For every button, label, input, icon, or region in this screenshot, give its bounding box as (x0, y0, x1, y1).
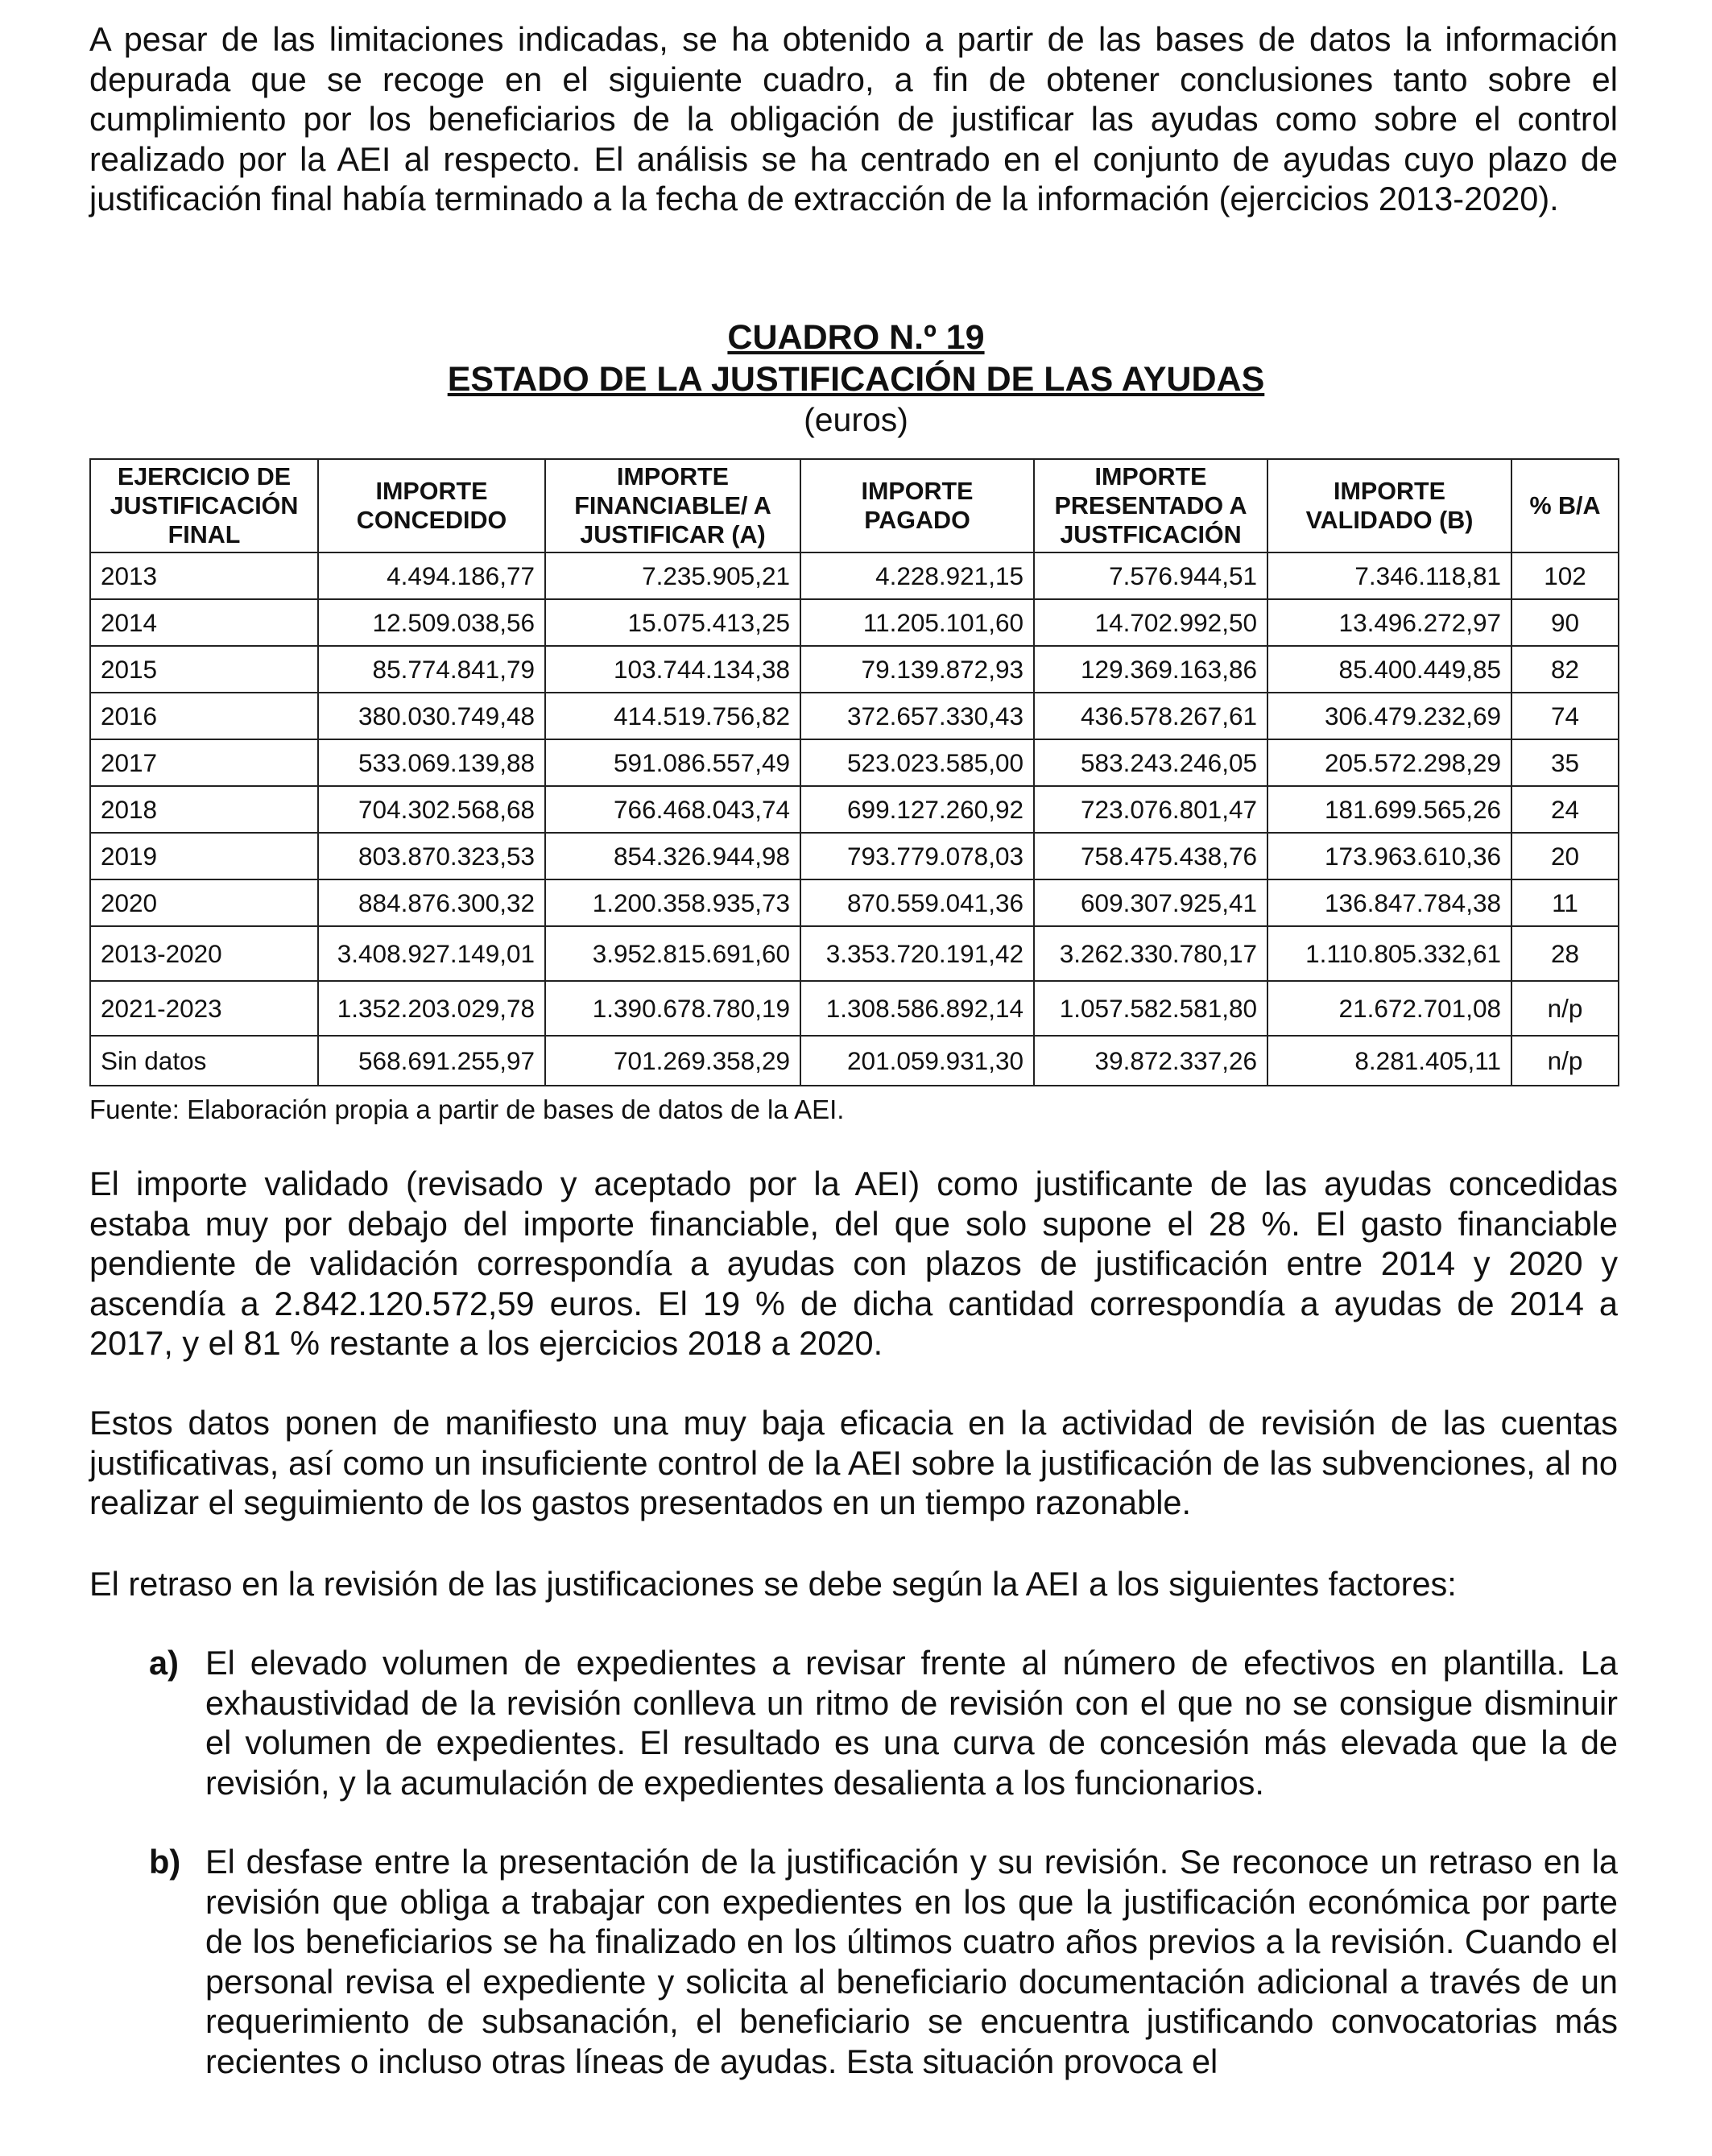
cell-pagado: 523.023.585,00 (800, 739, 1034, 786)
cell-concedido: 704.302.568,68 (318, 786, 545, 833)
table-number: CUADRO N.º 19 (727, 318, 985, 357)
cell-year: 2015 (90, 646, 318, 693)
cell-concedido: 884.876.300,32 (318, 879, 545, 926)
table-row (90, 739, 1619, 786)
cell-validado: 1.110.805.332,61 (1267, 926, 1511, 981)
header-financiable: IMPORTE FINANCIABLE/ A JUSTIFICAR (A) (545, 459, 800, 552)
intro-paragraph: A pesar de las limitaciones indicadas, se ha obtenido a partir de las bases de datos la información depurada que se recoge en el siguiente cuadro, a fin de obtener conclusiones tanto sobre el cumplimiento por los beneficiarios de la obligación de justificar las ayudas como sobre el control realizado por la AEI al respecto. El análisis se ha centrado en el conjunto de ayudas cuyo plazo de justificación final había terminado a la fecha de extracción de la información (ejercicios 2013-2020). (89, 20, 1618, 217)
cell-year: 2018 (90, 786, 318, 833)
cell-year: 2019 (90, 833, 318, 879)
list-item-text: El elevado volumen de expedientes a revisar frente al número de efectivos en plantilla. La exhaustividad de la revisión conlleva un ritmo de revisión con el que no se consigue disminuir el volumen de expedientes. El resultado es una curva de concesión más elevada que la de revisión, y la acumulación de expedientes desalienta a los funcionarios. (205, 1644, 1618, 1802)
cell-presentado: 129.369.163,86 (1034, 646, 1267, 693)
cell-presentado: 609.307.925,41 (1034, 879, 1267, 926)
table-row (90, 879, 1619, 926)
cell-pagado: 3.353.720.191,42 (800, 926, 1034, 981)
cell-porcentaje: 90 (1511, 599, 1619, 646)
cell-concedido: 3.408.927.149,01 (318, 926, 545, 981)
table-row-total (90, 926, 1619, 981)
header-pagado: IMPORTE PAGADO (800, 459, 1034, 552)
cell-financiable: 7.235.905,21 (545, 552, 800, 599)
list-item-text: El desfase entre la presentación de la justificación y su revisión. Se reconoce un retraso en la revisión que obliga a trabajar con expedientes en los que la justificación económica por parte de los beneficiarios se ha finalizado en los últimos cuatro años previos a la revisión. Cuando el personal revisa el expediente y solicita al beneficiario documentación adicional a través de un requerimiento de subsanación, el beneficiario se encuentra justificando convocatorias más recientes o incluso otras líneas de ayudas. Esta situación provoca el (205, 1843, 1618, 2080)
cell-porcentaje: 28 (1511, 926, 1619, 981)
cell-pagado: 79.139.872,93 (800, 646, 1034, 693)
cell-financiable: 701.269.358,29 (545, 1036, 800, 1086)
cell-pagado: 4.228.921,15 (800, 552, 1034, 599)
header-concedido: IMPORTE CONCEDIDO (318, 459, 545, 552)
cell-presentado: 39.872.337,26 (1034, 1036, 1267, 1086)
table-unit: (euros) (804, 401, 908, 438)
cell-pagado: 372.657.330,43 (800, 693, 1034, 739)
cell-validado: 85.400.449,85 (1267, 646, 1511, 693)
cell-financiable: 854.326.944,98 (545, 833, 800, 879)
cell-porcentaje: 20 (1511, 833, 1619, 879)
cell-porcentaje: n/p (1511, 981, 1619, 1036)
table-row (90, 833, 1619, 879)
cell-validado: 7.346.118,81 (1267, 552, 1511, 599)
table-row (90, 599, 1619, 646)
justification-table (89, 458, 1619, 1086)
cell-presentado: 3.262.330.780,17 (1034, 926, 1267, 981)
cell-financiable: 3.952.815.691,60 (545, 926, 800, 981)
table-row (90, 786, 1619, 833)
table-row (90, 981, 1619, 1036)
cell-concedido: 85.774.841,79 (318, 646, 545, 693)
cell-concedido: 4.494.186,77 (318, 552, 545, 599)
cell-financiable: 414.519.756,82 (545, 693, 800, 739)
list-marker: b) (149, 1843, 181, 1881)
table-header-row (90, 459, 1619, 552)
header-validado: IMPORTE VALIDADO (B) (1267, 459, 1511, 552)
cell-pagado: 201.059.931,30 (800, 1036, 1034, 1086)
paragraph-delay-factors: El retraso en la revisión de las justificaciones se debe según la AEI a los siguientes factores: (89, 1565, 1457, 1603)
cell-porcentaje: 82 (1511, 646, 1619, 693)
paragraph-validated-amount: El importe validado (revisado y aceptado por la AEI) como justificante de las ayudas concedidas estaba muy por debajo del importe financiable, del que solo supone el 28 %. El gasto financiable pendiente de validación correspondía a ayudas con plazos de justificación entre 2014 y 2020 y ascendía a 2.842.120.572,59 euros. El 19 % de dicha cantidad correspondía a ayudas de 2014 a 2017, y el 81 % restante a los ejercicios 2018 a 2020. (89, 1165, 1618, 1362)
cell-pagado: 11.205.101,60 (800, 599, 1034, 646)
cell-validado: 173.963.610,36 (1267, 833, 1511, 879)
header-presentado: IMPORTE PRESENTADO A JUSTFICACIÓN (1034, 459, 1267, 552)
cell-pagado: 1.308.586.892,14 (800, 981, 1034, 1036)
cell-validado: 21.672.701,08 (1267, 981, 1511, 1036)
cell-porcentaje: 35 (1511, 739, 1619, 786)
cell-presentado: 7.576.944,51 (1034, 552, 1267, 599)
cell-porcentaje: 74 (1511, 693, 1619, 739)
cell-concedido: 803.870.323,53 (318, 833, 545, 879)
cell-porcentaje: 11 (1511, 879, 1619, 926)
paragraph-low-efficacy: Estos datos ponen de manifiesto una muy baja eficacia en la actividad de revisión de las cuentas justificativas, así como un insuficiente control de la AEI sobre la justificación de las subvenciones, al no realizar el seguimiento de los gastos presentados en un tiempo razonable. (89, 1404, 1618, 1521)
cell-validado: 8.281.405,11 (1267, 1036, 1511, 1086)
list-marker: a) (149, 1644, 179, 1682)
cell-presentado: 758.475.438,76 (1034, 833, 1267, 879)
cell-validado: 306.479.232,69 (1267, 693, 1511, 739)
cell-year: 2017 (90, 739, 318, 786)
cell-year: 2013 (90, 552, 318, 599)
cell-presentado: 14.702.992,50 (1034, 599, 1267, 646)
cell-validado: 181.699.565,26 (1267, 786, 1511, 833)
cell-pagado: 699.127.260,92 (800, 786, 1034, 833)
cell-validado: 13.496.272,97 (1267, 599, 1511, 646)
cell-porcentaje: 102 (1511, 552, 1619, 599)
cell-year: 2016 (90, 693, 318, 739)
cell-pagado: 870.559.041,36 (800, 879, 1034, 926)
cell-year: Sin datos (90, 1036, 318, 1086)
cell-presentado: 1.057.582.581,80 (1034, 981, 1267, 1036)
cell-concedido: 1.352.203.029,78 (318, 981, 545, 1036)
table-row (90, 552, 1619, 599)
cell-concedido: 533.069.139,88 (318, 739, 545, 786)
cell-financiable: 766.468.043,74 (545, 786, 800, 833)
header-porcentaje: % B/A (1511, 459, 1619, 552)
cell-concedido: 380.030.749,48 (318, 693, 545, 739)
cell-porcentaje: n/p (1511, 1036, 1619, 1086)
cell-year: 2021-2023 (90, 981, 318, 1036)
table-row (90, 693, 1619, 739)
table-source: Fuente: Elaboración propia a partir de bases de datos de la AEI. (89, 1095, 845, 1124)
cell-year: 2014 (90, 599, 318, 646)
table-row (90, 646, 1619, 693)
cell-year: 2020 (90, 879, 318, 926)
cell-concedido: 12.509.038,56 (318, 599, 545, 646)
cell-financiable: 1.390.678.780,19 (545, 981, 800, 1036)
cell-concedido: 568.691.255,97 (318, 1036, 545, 1086)
cell-validado: 205.572.298,29 (1267, 739, 1511, 786)
table-title: ESTADO DE LA JUSTIFICACIÓN DE LAS AYUDAS (447, 360, 1265, 399)
table-row (90, 1036, 1619, 1086)
cell-financiable: 1.200.358.935,73 (545, 879, 800, 926)
cell-financiable: 591.086.557,49 (545, 739, 800, 786)
header-ejercicio: EJERCICIO DE JUSTIFICACIÓN FINAL (90, 459, 318, 552)
cell-presentado: 583.243.246,05 (1034, 739, 1267, 786)
cell-porcentaje: 24 (1511, 786, 1619, 833)
cell-presentado: 436.578.267,61 (1034, 693, 1267, 739)
cell-validado: 136.847.784,38 (1267, 879, 1511, 926)
cell-financiable: 103.744.134,38 (545, 646, 800, 693)
cell-presentado: 723.076.801,47 (1034, 786, 1267, 833)
cell-year: 2013-2020 (90, 926, 318, 981)
cell-pagado: 793.779.078,03 (800, 833, 1034, 879)
cell-financiable: 15.075.413,25 (545, 599, 800, 646)
